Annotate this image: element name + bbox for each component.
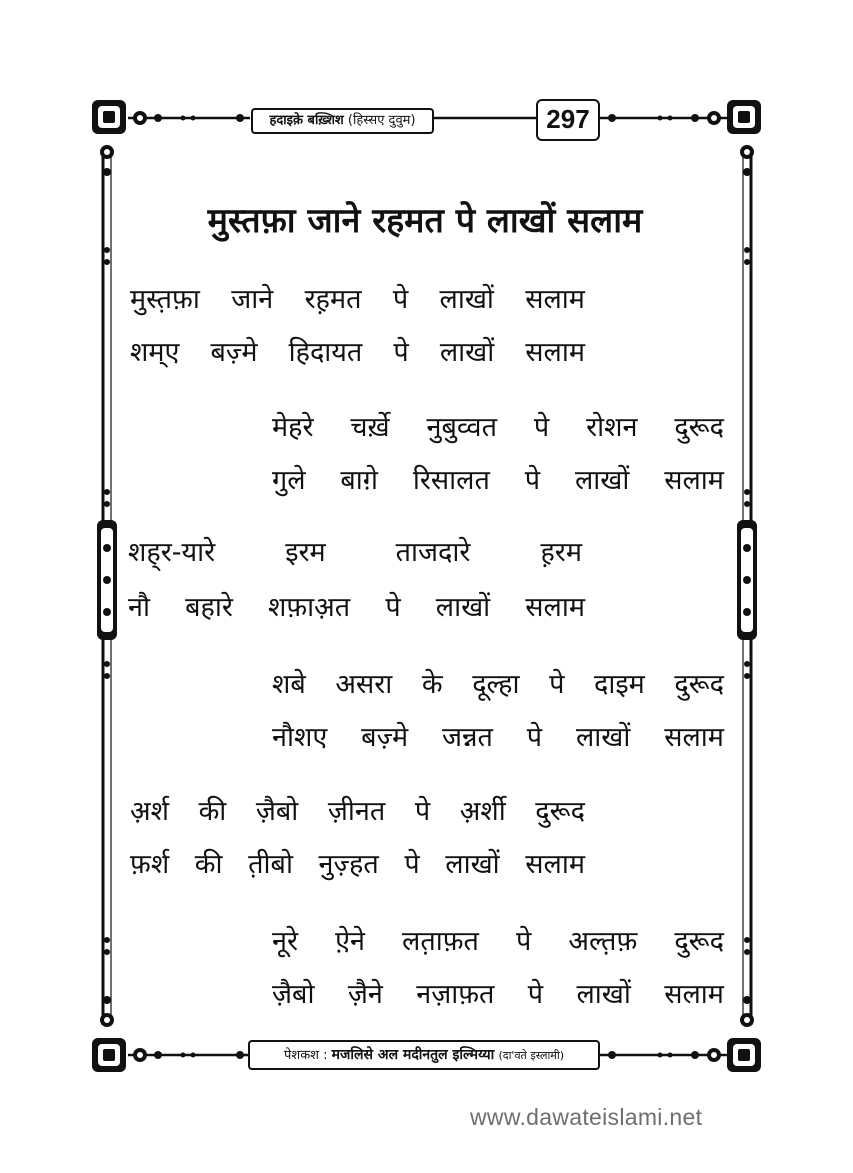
verse-word: असरा <box>335 669 393 700</box>
verse-word: सलाम <box>525 337 585 368</box>
verse-word: गुले <box>272 465 306 496</box>
verse-word: पे <box>516 926 532 957</box>
verse-word: सलाम <box>664 722 724 753</box>
verse-word: लाखों <box>575 722 631 753</box>
verse-word: पे <box>527 979 544 1010</box>
book-part: (हिस्सए दुवुम) <box>347 113 416 128</box>
verse-word: शह्‌र-यारे <box>128 537 216 568</box>
verse-line <box>130 845 585 885</box>
verse-word: पे <box>533 412 550 443</box>
verse-word: जन्नत <box>442 722 493 753</box>
verse-word: पे <box>392 284 409 315</box>
verse-word: बज़्मे <box>210 337 258 368</box>
verse-word: पे <box>524 465 541 496</box>
verse-word: शफ़ाअ़त <box>268 592 351 623</box>
verse-word: लाखों <box>435 592 491 623</box>
footer-label: पेशकश : <box>283 1048 328 1063</box>
publisher-tag: (दा'वते इस्लामी) <box>498 1049 565 1062</box>
verse-word: रोशन <box>586 412 638 443</box>
verse-word: सलाम <box>525 284 585 315</box>
verse-word: ह़रम <box>540 537 582 568</box>
verse-word: ज़ीनत <box>327 796 386 827</box>
verse-word: की <box>194 849 223 880</box>
verse-word: नुज़्हत <box>318 849 379 880</box>
verse-word: दूल्हा <box>472 669 520 700</box>
verse-word: पे <box>393 337 409 368</box>
verse-word: लाखों <box>439 337 495 368</box>
verse-word: अल्त़फ़ <box>568 926 638 957</box>
verse-word: ज़ैने <box>347 979 383 1010</box>
verse-word: सलाम <box>525 592 585 623</box>
verse-word: पे <box>549 669 565 700</box>
verse-word: हिदायत <box>288 337 363 368</box>
verse-word: पे <box>414 796 431 827</box>
verse-word: नौशए <box>272 722 328 753</box>
verse-word: नूरे <box>272 926 299 957</box>
verse-word: चर्ख़े <box>350 412 390 443</box>
verse-word: जाने <box>231 284 274 315</box>
verse-word: त़ीबो <box>248 849 293 880</box>
verse-word: सलाम <box>664 979 724 1010</box>
verse-word: लाखों <box>439 284 494 315</box>
verse-line <box>130 280 585 320</box>
verse-line <box>272 922 724 962</box>
verse-word: दुरूद <box>674 669 724 700</box>
verse-word: पे <box>526 722 543 753</box>
verse-word: दुरूद <box>674 926 724 957</box>
verse-word: सलाम <box>664 465 724 496</box>
verse-word: फ़र्श <box>130 849 170 880</box>
verse-line <box>128 588 585 628</box>
verse-line <box>130 792 585 832</box>
verse-word: लाखों <box>576 979 631 1010</box>
verse-word: बहारे <box>185 592 233 623</box>
verse-word: पे <box>385 592 401 623</box>
verse-word: ज़ैबो <box>255 796 299 827</box>
verse-word: शम्ए <box>130 337 180 368</box>
verse-word: मेहरे <box>272 412 314 443</box>
verse-line <box>272 975 724 1015</box>
verse-word: रह़मत <box>304 284 362 315</box>
verse-word: दुरूद <box>535 796 585 827</box>
verse-word: शबे <box>272 669 306 700</box>
verse-word: मुस्त़फ़ा <box>130 284 200 315</box>
publisher-footer <box>248 1040 600 1070</box>
verse-word: सलाम <box>525 849 585 880</box>
poem-title: मुस्तफ़ा जाने रहमत पे लाखों सलाम <box>207 201 643 241</box>
verse-word: बाग़े <box>340 465 379 496</box>
verse-word: ताजदारे <box>395 537 471 568</box>
verse-line <box>272 718 724 758</box>
verse-word: ज़ैबो <box>272 979 315 1010</box>
verse-line <box>130 333 585 373</box>
book-title: हदाइक़े बख़्शिश <box>269 113 344 128</box>
page-number: 297 <box>536 99 600 141</box>
verse-word: नज़ाफ़त <box>416 979 495 1010</box>
website-url[interactable]: www.dawateislami.net <box>470 1104 703 1130</box>
verse-word: दाइम <box>594 669 645 700</box>
verse-word: पे <box>404 849 420 880</box>
verse-word: ऐ़ने <box>335 926 365 957</box>
verse-line <box>272 665 724 705</box>
verse-word: अ़र्श <box>130 796 169 827</box>
verse-word: अ़र्शी <box>459 796 506 827</box>
verse-word: नौ <box>128 592 150 623</box>
verse-word: लाखों <box>574 465 630 496</box>
verse-word: के <box>421 669 443 700</box>
verse-word: इरम <box>285 537 326 568</box>
verse-word: बज़्मे <box>361 722 409 753</box>
verse-line <box>272 461 724 501</box>
running-header <box>251 108 434 134</box>
verse-word: लत़ाफ़त <box>402 926 479 957</box>
verse-word: दुरूद <box>674 412 724 443</box>
verse-word: नुबुव्वत <box>426 412 497 443</box>
verse-line <box>272 408 724 448</box>
publisher-name: मजलिसे अल मदीनतुल इल्मिय्या <box>331 1047 495 1063</box>
verse-word: की <box>198 796 227 827</box>
verse-line <box>128 533 582 573</box>
verse-word: लाखों <box>445 849 500 880</box>
verse-word: रिसालत <box>412 465 490 496</box>
